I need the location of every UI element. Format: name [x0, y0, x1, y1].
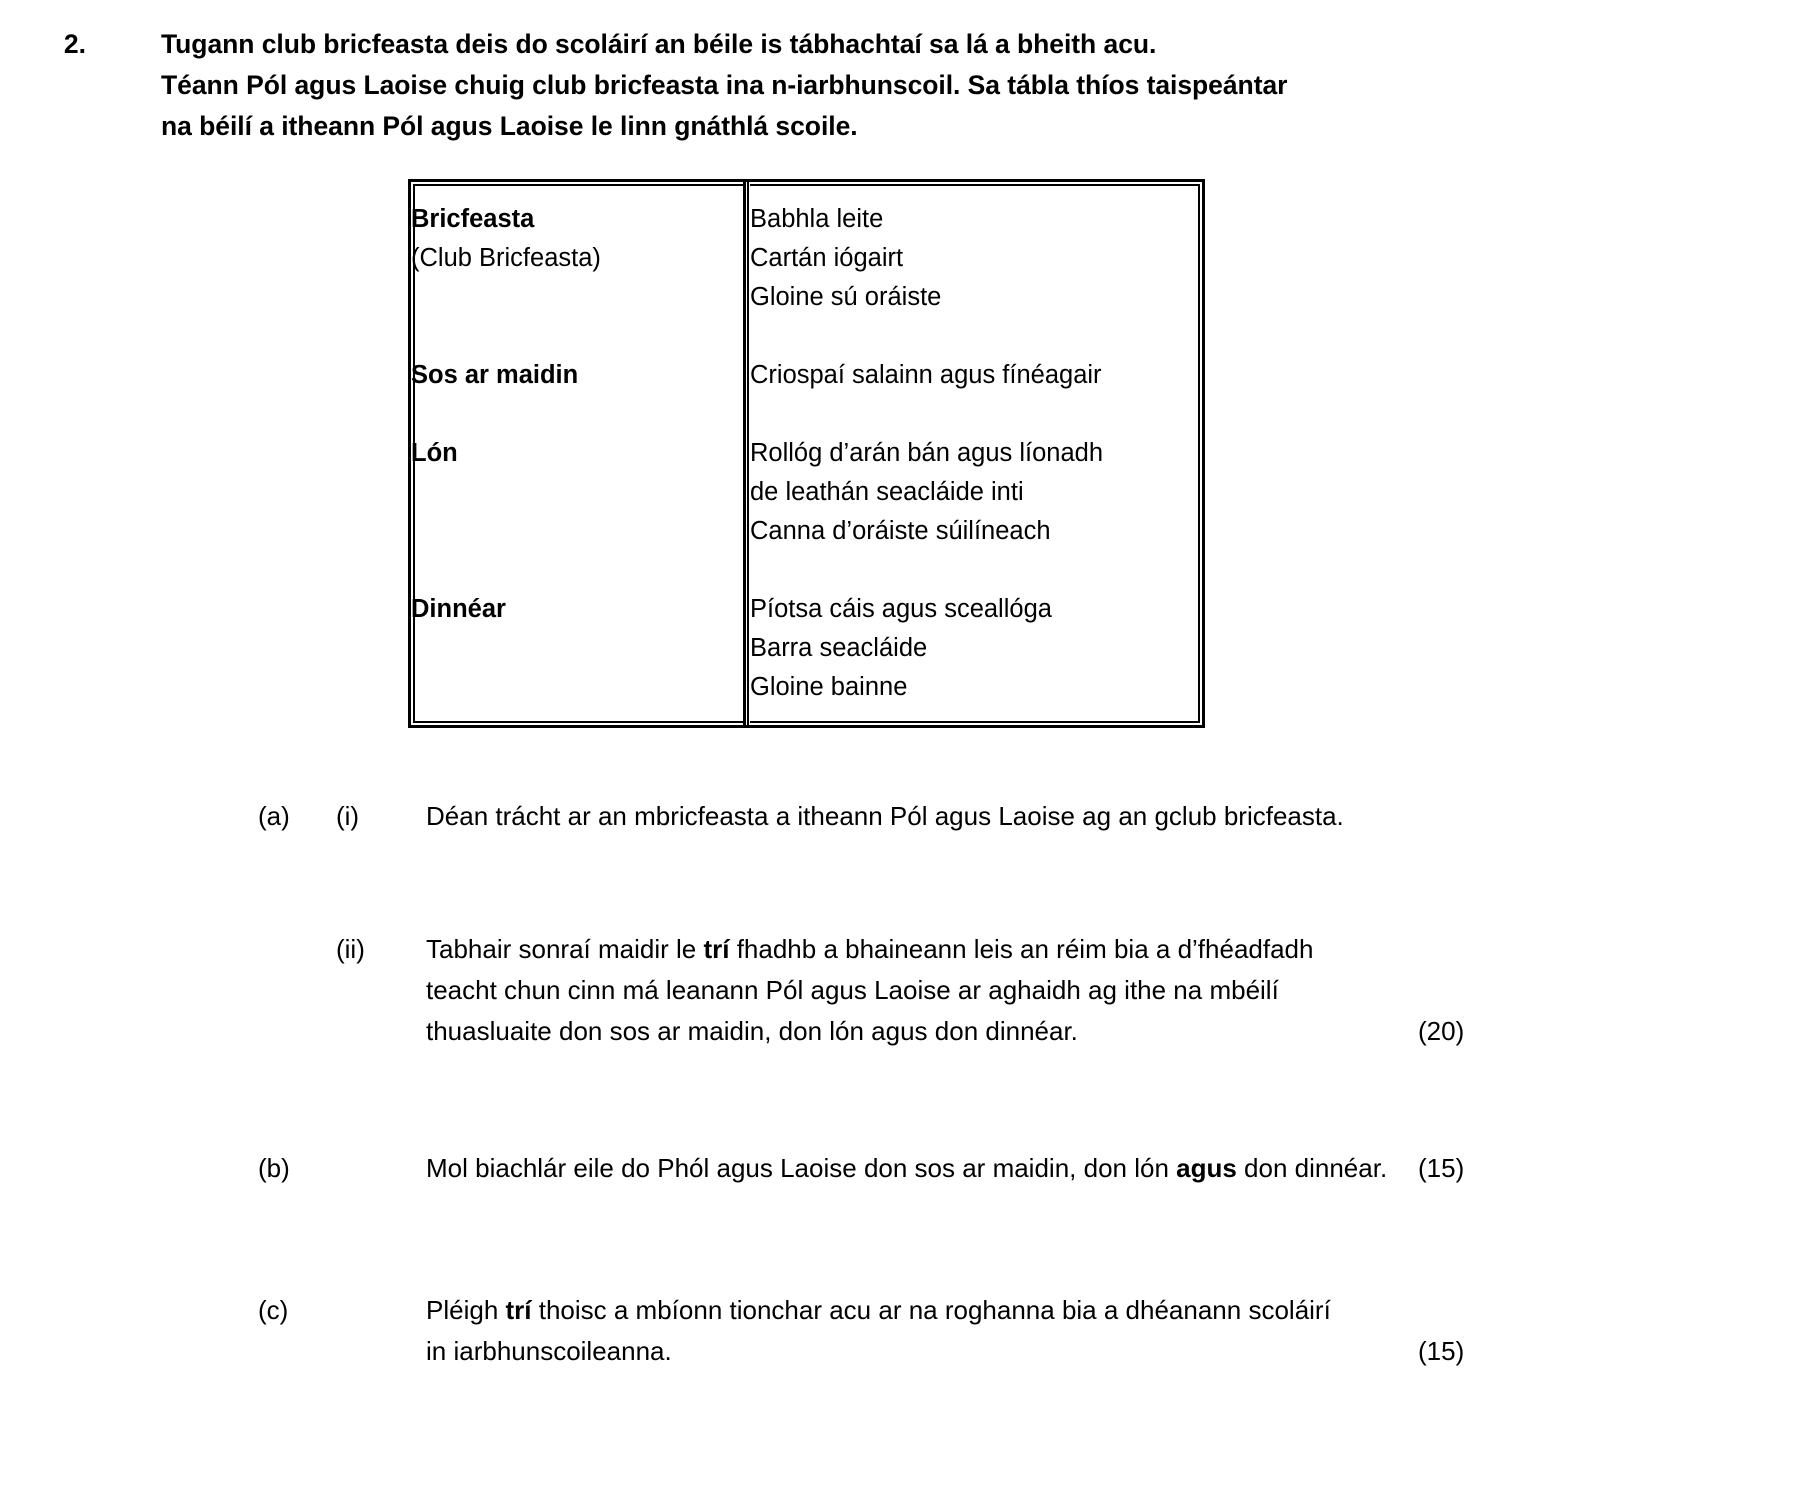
- meal-label-dinnear: Dinnéar: [411, 595, 506, 623]
- marks-b: (15): [1418, 1153, 1465, 1183]
- list-item: Babhla leite: [750, 205, 884, 233]
- part-b-text: [426, 1148, 1818, 1189]
- meal-label-pad: [411, 278, 743, 317]
- meal-table: [408, 179, 1205, 728]
- part-a-ii: [0, 929, 1818, 1052]
- meal-label-sos-ar-maidin: Sos ar maidin: [411, 361, 579, 389]
- part-c-line-2: in iarbhunscoileanna.: [426, 1336, 672, 1366]
- part-a-ii-line1-post: fhadhb a bhaineann leis an réim bia a d’fhéadfadh: [729, 934, 1314, 964]
- question-stem: [0, 24, 1818, 147]
- meal-sublabel-bricfeasta: (Club Bricfeasta): [411, 244, 601, 272]
- part-a-ii-line-1: [426, 929, 1818, 970]
- part-label-a: (a): [258, 801, 290, 831]
- marks-c: (15): [1418, 1336, 1465, 1366]
- meal-table-container: [408, 179, 1205, 728]
- meal-label-pad-4: [411, 629, 743, 668]
- table-row: [411, 182, 1202, 725]
- part-b-line1-post: don dinnéar.: [1236, 1153, 1388, 1183]
- table-column-divider: [743, 182, 750, 725]
- question-number: 2.: [63, 29, 86, 59]
- part-c-line-1: [426, 1290, 1818, 1331]
- part-label-a-spacer: [0, 929, 336, 970]
- list-item: Canna d’oráiste súilíneach: [750, 517, 1051, 545]
- meal-label-spacer-3: [411, 551, 743, 590]
- list-item: Cartán iógairt: [750, 244, 904, 272]
- meal-label-column: [411, 182, 743, 725]
- part-b-roman-spacer: [336, 1148, 426, 1189]
- part-b-line1-pre: Mol biachlár eile do Phól agus Laoise don sos ar maidin, don lón: [426, 1153, 1177, 1183]
- meal-label-stack: [411, 182, 743, 725]
- part-b-line-1: [426, 1148, 1818, 1189]
- list-item: Barra seacláide: [750, 634, 928, 662]
- stem-line-3: na béilí a itheann Pól agus Laoise le linn gnáthlá scoile.: [161, 111, 858, 141]
- part-a-i-text: [426, 796, 1818, 837]
- list-item: de leathán seacláide inti: [750, 478, 1024, 506]
- part-label-b: (b): [258, 1153, 290, 1183]
- part-a-ii-emphasis: trí: [703, 934, 730, 964]
- meal-items-stack: [750, 182, 1202, 725]
- meal-label-group-bricfeasta: [411, 200, 743, 317]
- list-item: Rollóg d’arán bán agus líonadh: [750, 439, 1104, 467]
- part-c-line1-pre: Pléigh: [426, 1295, 506, 1325]
- meal-items-group-lon: [750, 434, 1202, 551]
- part-label-a-i: (i): [336, 801, 360, 831]
- part-c-roman-spacer: [336, 1290, 426, 1331]
- question-stem-text: [161, 24, 1287, 147]
- meal-items-spacer-3: [750, 551, 1202, 590]
- meal-items-spacer-2: [750, 395, 1202, 434]
- meal-items-group-bricfeasta: [750, 200, 1202, 317]
- meal-label-group-dinnear: [411, 590, 743, 707]
- part-c-emphasis: trí: [505, 1295, 532, 1325]
- meal-items-column: [750, 182, 1202, 725]
- list-item: Píotsa cáis agus sceallóga: [750, 595, 1052, 623]
- part-a-ii-text: [426, 929, 1818, 1052]
- meal-label-lon: Lón: [411, 439, 458, 467]
- meal-label-bricfeasta: Bricfeasta: [411, 205, 535, 233]
- meal-label-group-sos: [411, 356, 743, 395]
- question-parts: [0, 780, 1818, 1372]
- part-a-ii-line1-pre: Tabhair sonraí maidir le: [426, 934, 704, 964]
- part-label-a-ii: (ii): [336, 934, 365, 964]
- part-b: [0, 1148, 1818, 1189]
- part-a-ii-line-3: thuasluaite don sos ar maidin, don lón agus don dinnéar.: [426, 1016, 1078, 1046]
- part-label-c: (c): [258, 1295, 289, 1325]
- marks-a-ii: (20): [1418, 1016, 1465, 1046]
- meal-label-pad-3: [411, 512, 743, 551]
- stem-line-1: Tugann club bricfeasta deis do scoláirí an béile is tábhachtaí sa lá a bheith acu.: [161, 29, 1157, 59]
- stem-row: [0, 24, 1818, 147]
- stem-line-2: Téann Pól agus Laoise chuig club bricfeasta ina n-iarbhunscoil. Sa tábla thíos taispeántar: [161, 70, 1288, 100]
- list-item: Gloine bainne: [750, 673, 908, 701]
- part-c-text: [426, 1290, 1818, 1372]
- meal-label-spacer-1: [411, 317, 743, 356]
- part-a-ii-line-2: teacht chun cinn má leanann Pól agus Laoise ar aghaidh ag ithe na mbéilí: [426, 975, 1279, 1005]
- meal-label-spacer-2: [411, 395, 743, 434]
- list-item: Criospaí salainn agus fínéagair: [750, 361, 1102, 389]
- meal-items-group-dinnear: [750, 590, 1202, 707]
- meal-label-pad-2: [411, 473, 743, 512]
- part-a-i-line-1: Déan trácht ar an mbricfeasta a itheann Pól agus Laoise ag an gclub bricfeasta.: [426, 801, 1344, 831]
- part-b-emphasis: agus: [1176, 1153, 1237, 1183]
- list-item: Gloine sú oráiste: [750, 283, 942, 311]
- part-c: [0, 1290, 1818, 1372]
- meal-items-group-sos: [750, 356, 1202, 395]
- part-c-line1-post: thoisc a mbíonn tionchar acu ar na roghanna bia a dhéanann scoláirí: [531, 1295, 1331, 1325]
- meal-items-spacer-1: [750, 317, 1202, 356]
- part-a-i: [0, 796, 1818, 837]
- meal-label-pad-5: [411, 668, 743, 707]
- meal-label-group-lon: [411, 434, 743, 551]
